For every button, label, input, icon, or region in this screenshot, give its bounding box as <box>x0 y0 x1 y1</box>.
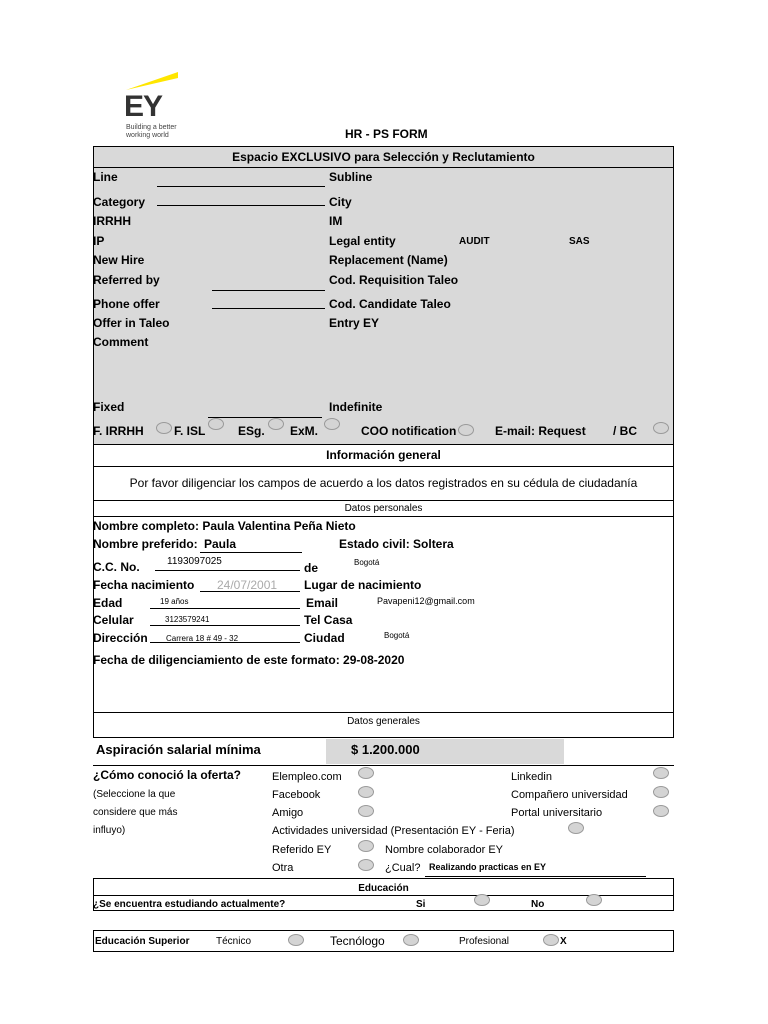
offer-taleo-label: Offer in Taleo <box>93 316 170 330</box>
option-companero-label: Compañero universidad <box>511 789 628 801</box>
option-portal-radio[interactable] <box>653 805 669 817</box>
option-actividades-radio[interactable] <box>568 822 584 834</box>
option-otra-radio[interactable] <box>358 859 374 871</box>
ey-tagline-2: working world <box>126 132 169 139</box>
phone-offer-label: Phone offer <box>93 297 160 311</box>
como-conocio-label: ¿Cómo conoció la oferta? <box>93 768 242 782</box>
f-irrhh-radio[interactable] <box>156 422 172 434</box>
cc-de-value[interactable]: Bogotá <box>354 558 380 567</box>
estudiando-si-label: Si <box>416 899 426 910</box>
line-label: Line <box>93 170 118 184</box>
option-cual-label: ¿Cual? <box>385 862 421 874</box>
tel-casa-label: Tel Casa <box>304 613 353 627</box>
option-actividades-label: Actividades universidad (Presentación EY - Feria) <box>272 825 515 837</box>
ey-logo-beam <box>126 70 180 92</box>
option-linkedin-label: Linkedin <box>511 771 552 783</box>
email-value[interactable]: Pavapeni12@gmail.com <box>377 596 475 606</box>
exm-radio[interactable] <box>324 418 340 430</box>
estudiando-no-radio[interactable] <box>586 894 602 906</box>
nombre-preferido-value[interactable]: Paula <box>204 537 237 551</box>
lugar-nacimiento-label: Lugar de nacimiento <box>304 578 422 592</box>
exm-label: ExM. <box>290 424 319 438</box>
direccion-value[interactable]: Carrera 18 # 49 - 32 <box>166 634 239 643</box>
ey-logo-text: EY <box>124 90 163 123</box>
educacion-header: Educación <box>358 883 409 894</box>
info-general-header: Información general <box>326 448 441 462</box>
cod-candidate-label: Cod. Candidate Taleo <box>329 297 451 311</box>
aspiracion-value[interactable]: $ 1.200.000 <box>351 742 420 757</box>
bc-radio[interactable] <box>653 422 669 434</box>
referred-by-label: Referred by <box>93 273 160 287</box>
fecha-nacimiento-value[interactable]: 24/07/2001 <box>217 578 278 592</box>
estado-civil: Estado civil: Soltera <box>339 537 454 551</box>
category-field[interactable] <box>157 205 325 206</box>
option-facebook-label: Facebook <box>272 789 321 801</box>
edad-value[interactable]: 19 años <box>160 597 189 606</box>
form-title: HR - PS FORM <box>345 127 428 141</box>
option-referido-label: Referido EY <box>272 844 332 856</box>
educacion-superior-label: Educación Superior <box>95 936 190 947</box>
email-request-label: E-mail: Request <box>495 424 586 438</box>
recruitment-header: Espacio EXCLUSIVO para Selección y Reclutamiento <box>232 150 535 164</box>
entry-ey-label: Entry EY <box>329 316 380 330</box>
option-nombre-colaborador-label: Nombre colaborador EY <box>385 844 504 856</box>
estudiando-label: ¿Se encuentra estudiando actualmente? <box>93 899 286 910</box>
cc-de-label: de <box>304 561 319 575</box>
city-label: City <box>329 195 352 209</box>
category-label: Category <box>93 195 146 209</box>
option-portal-label: Portal universitario <box>511 807 603 819</box>
option-facebook-radio[interactable] <box>358 786 374 798</box>
irrhh-label: IRRHH <box>93 214 131 228</box>
fecha-nacimiento-label: Fecha nacimiento <box>93 578 195 592</box>
datos-generales-header: Datos generales <box>347 716 420 727</box>
estudiando-si-radio[interactable] <box>474 894 490 906</box>
option-companero-radio[interactable] <box>653 786 669 798</box>
subline-label: Subline <box>329 170 373 184</box>
cod-requisition-label: Cod. Requisition Taleo <box>329 273 459 287</box>
profesional-radio[interactable] <box>543 934 559 946</box>
ey-tagline-1: Building a better <box>126 124 177 131</box>
tecnologo-radio[interactable] <box>403 934 419 946</box>
phone-offer-field[interactable] <box>212 308 325 309</box>
celular-label: Celular <box>93 613 134 627</box>
sas-label: SAS <box>569 236 590 247</box>
datos-personales-header: Datos personales <box>344 503 423 514</box>
cc-label: C.C. No. <box>93 560 140 574</box>
option-amigo-radio[interactable] <box>358 805 374 817</box>
ciudad-label: Ciudad <box>304 631 345 645</box>
aspiracion-label: Aspiración salarial mínima <box>96 742 261 757</box>
comment-label: Comment <box>93 335 149 349</box>
nombre-completo: Nombre completo: Paula Valentina Peña Nieto <box>93 519 356 533</box>
recruitment-section <box>93 146 674 445</box>
estudiando-no-label: No <box>531 899 545 910</box>
option-otra-label: Otra <box>272 862 294 874</box>
option-elempleo-label: Elempleo.com <box>272 771 342 783</box>
tecnico-radio[interactable] <box>288 934 304 946</box>
profesional-mark: X <box>560 936 567 947</box>
option-amigo-label: Amigo <box>272 807 304 819</box>
direccion-label: Dirección <box>93 631 148 645</box>
fixed-label: Fixed <box>93 400 125 414</box>
email-label: Email <box>306 596 339 610</box>
line-field[interactable] <box>157 186 325 187</box>
f-irrhh-label: F. IRRHH <box>93 424 144 438</box>
ip-label: IP <box>93 234 105 248</box>
audit-label: AUDIT <box>459 236 490 247</box>
como-conocio-help-3: influyo) <box>93 825 126 836</box>
f-isl-radio[interactable] <box>208 418 224 430</box>
como-conocio-help-2: considere que más <box>93 807 178 818</box>
esg-label: ESg. <box>238 424 265 438</box>
fecha-diligenciamiento: Fecha de diligenciamiento de este formato: 29-08-2020 <box>93 653 405 667</box>
option-elempleo-radio[interactable] <box>358 767 374 779</box>
new-hire-label: New Hire <box>93 253 145 267</box>
tecnologo-label: Tecnólogo <box>330 934 385 948</box>
option-cual-value[interactable]: Realizando practicas en EY <box>429 862 547 872</box>
replacement-label: Replacement (Name) <box>329 253 448 267</box>
celular-value[interactable]: 3123579241 <box>165 615 210 624</box>
indefinite-label: Indefinite <box>329 400 383 414</box>
nombre-preferido-label: Nombre preferido: <box>93 537 198 551</box>
edad-label: Edad <box>93 596 123 610</box>
profesional-label: Profesional <box>459 936 510 947</box>
ciudad-value[interactable]: Bogotá <box>384 631 410 640</box>
f-isl-label: F. ISL <box>174 424 206 438</box>
coo-radio[interactable] <box>458 424 474 436</box>
coo-label: COO notification <box>361 424 457 438</box>
cc-value[interactable]: 1193097025 <box>167 556 222 567</box>
referred-by-field[interactable] <box>212 290 325 291</box>
option-referido-radio[interactable] <box>358 840 374 852</box>
info-general-note: Por favor diligenciar los campos de acuerdo a los datos registrados en su cédula de ciudadanía <box>129 476 638 490</box>
bc-label: / BC <box>613 424 637 438</box>
legal-entity-label: Legal entity <box>329 234 396 248</box>
como-conocio-help-1: (Seleccione la que <box>93 789 176 800</box>
option-linkedin-radio[interactable] <box>653 767 669 779</box>
im-label: IM <box>329 214 343 228</box>
esg-radio[interactable] <box>268 418 284 430</box>
tecnico-label: Técnico <box>216 936 252 947</box>
